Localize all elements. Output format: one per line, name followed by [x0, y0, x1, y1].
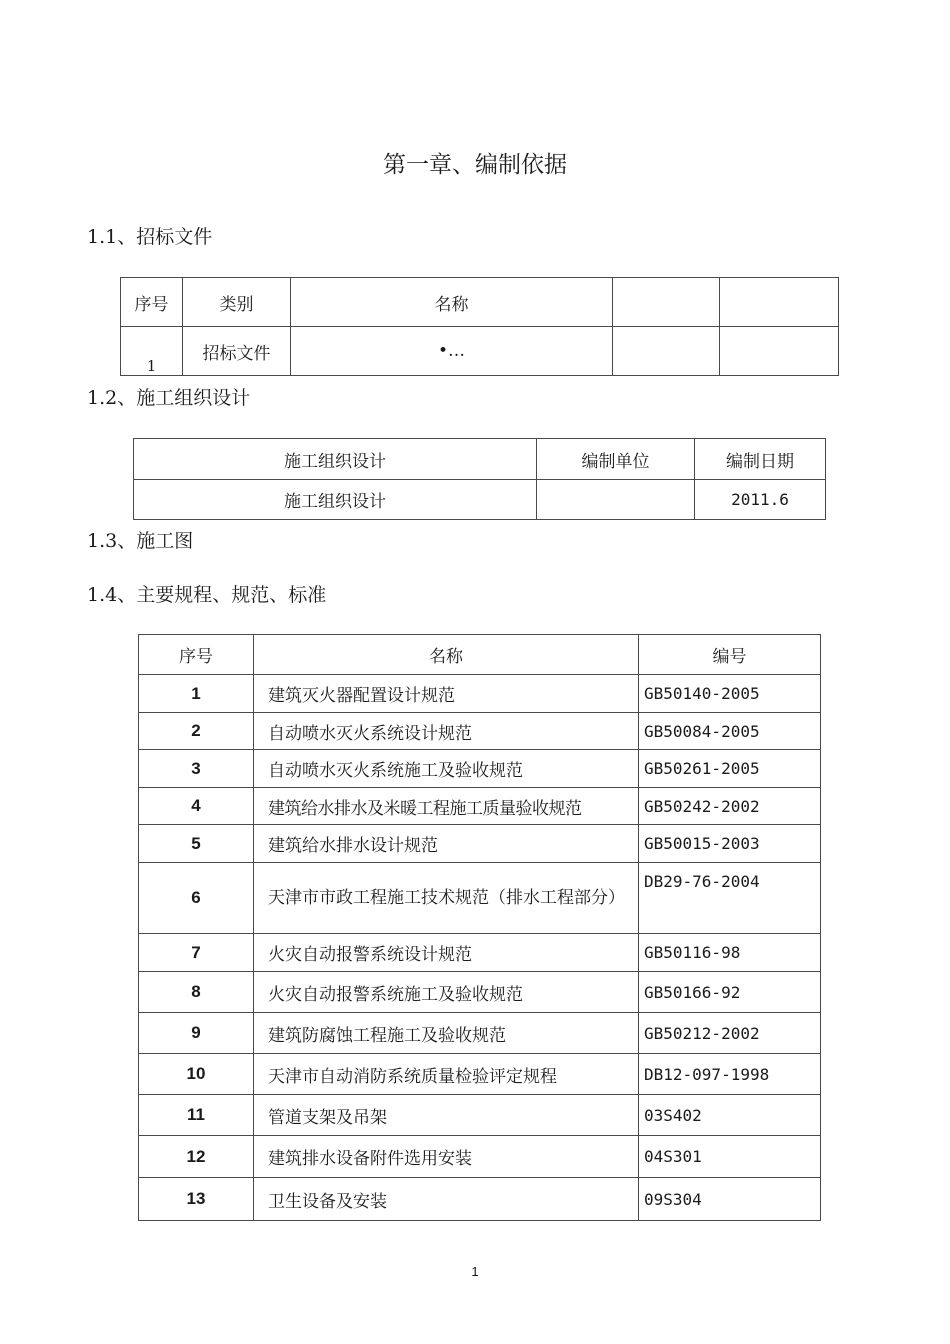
section-heading-1-3: 1.3、施工图 [87, 530, 194, 552]
standard-code: GB50084-2005 [639, 713, 821, 750]
standard-code: DB12-097-1998 [639, 1054, 821, 1095]
table-row [139, 1136, 821, 1178]
header-cell: 序号 [121, 278, 183, 327]
standard-name: 管道支架及吊架 [254, 1095, 639, 1136]
row-number: 10 [139, 1054, 254, 1095]
standards-table [138, 634, 821, 1221]
standard-name: 自动喷水灭火系统施工及验收规范 [254, 750, 639, 788]
row-number: 6 [139, 863, 254, 934]
row-number: 11 [139, 1095, 254, 1136]
standard-name: 火灾自动报警系统设计规范 [254, 934, 639, 972]
table-cell: 招标文件 [183, 327, 291, 376]
standard-name: 建筑排水设备附件选用安装 [254, 1136, 639, 1178]
construction-design-table [133, 438, 826, 520]
standard-name: 自动喷水灭火系统设计规范 [254, 713, 639, 750]
standard-name: 建筑给水排水设计规范 [254, 825, 639, 863]
header-cell: 序号 [139, 635, 254, 675]
header-cell: 编制单位 [537, 439, 695, 480]
row-number: 5 [139, 825, 254, 863]
standard-name: 天津市市政工程施工技术规范（排水工程部分） [254, 863, 639, 934]
header-cell: 编号 [639, 635, 821, 675]
standard-code: DB29-76-2004 [639, 863, 821, 934]
standard-code: 03S402 [639, 1095, 821, 1136]
table-row [139, 1013, 821, 1054]
table-row [139, 863, 821, 934]
row-number: 7 [139, 934, 254, 972]
table-row [139, 675, 821, 713]
header-cell [720, 278, 839, 327]
standard-name: 天津市自动消防系统质量检验评定规程 [254, 1054, 639, 1095]
standard-code: GB50116-98 [639, 934, 821, 972]
standard-name: 火灾自动报警系统施工及验收规范 [254, 972, 639, 1013]
table-row [139, 1178, 821, 1221]
row-number: 2 [139, 713, 254, 750]
standard-code: GB50015-2003 [639, 825, 821, 863]
header-cell: 名称 [291, 278, 613, 327]
header-cell: 类别 [183, 278, 291, 327]
standard-name: 建筑防腐蚀工程施工及验收规范 [254, 1013, 639, 1054]
row-number: 8 [139, 972, 254, 1013]
page-title: 第一章、编制依据 [383, 152, 567, 178]
table-row [139, 972, 821, 1013]
standard-name: 建筑给水排水及米暖工程施工质量验收规范 [254, 788, 639, 825]
header-cell: 名称 [254, 635, 639, 675]
table-row [139, 713, 821, 750]
table-row [139, 1054, 821, 1095]
standard-code: GB50212-2002 [639, 1013, 821, 1054]
row-number: 1 [139, 675, 254, 713]
standard-name: 建筑灭火器配置设计规范 [254, 675, 639, 713]
table-row [139, 934, 821, 972]
table-row [139, 825, 821, 863]
standard-code: 09S304 [639, 1178, 821, 1221]
table-cell: •… [291, 327, 613, 376]
row-number: 13 [139, 1178, 254, 1221]
page-number: 1 [471, 1264, 479, 1279]
table-row [139, 1095, 821, 1136]
table-cell: 2011.6 [695, 480, 826, 520]
section-heading-1-4: 1.4、主要规程、规范、标准 [87, 584, 327, 606]
table-cell [613, 327, 720, 376]
table-row [139, 788, 821, 825]
table-cell: 1 [121, 327, 183, 376]
row-number: 3 [139, 750, 254, 788]
standard-code: GB50166-92 [639, 972, 821, 1013]
standard-code: 04S301 [639, 1136, 821, 1178]
standard-name: 卫生设备及安装 [254, 1178, 639, 1221]
header-cell: 施工组织设计 [134, 439, 537, 480]
header-cell [613, 278, 720, 327]
standard-code: GB50242-2002 [639, 788, 821, 825]
row-number: 12 [139, 1136, 254, 1178]
section-heading-1-2: 1.2、施工组织设计 [87, 387, 251, 409]
header-cell: 编制日期 [695, 439, 826, 480]
section-heading-1-1: 1.1、招标文件 [87, 226, 213, 248]
table-row [139, 750, 821, 788]
tender-documents-table [120, 277, 839, 376]
table-cell [537, 480, 695, 520]
standard-code: GB50140-2005 [639, 675, 821, 713]
row-number: 9 [139, 1013, 254, 1054]
row-number: 4 [139, 788, 254, 825]
standard-code: GB50261-2005 [639, 750, 821, 788]
table-cell [720, 327, 839, 376]
table-cell: 施工组织设计 [134, 480, 537, 520]
